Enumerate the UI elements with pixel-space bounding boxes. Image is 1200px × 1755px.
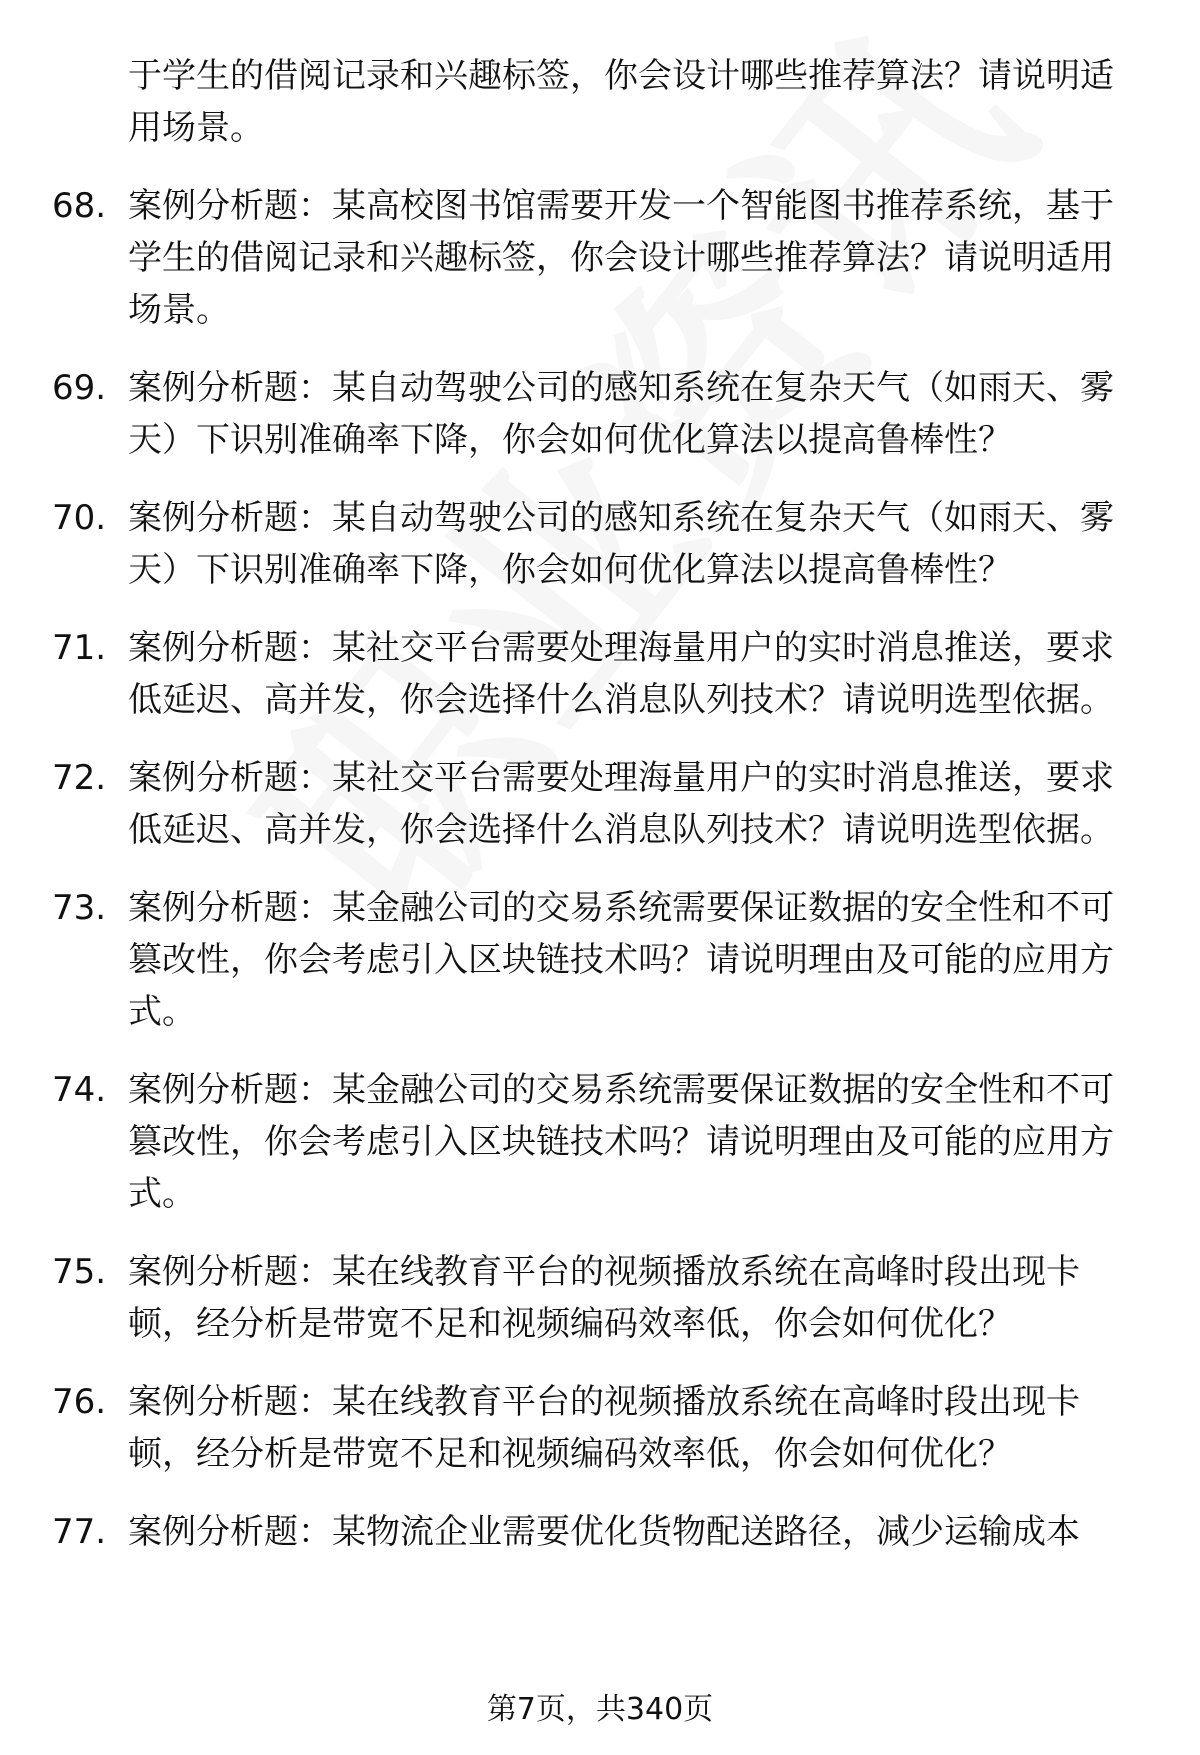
question-number: 75. xyxy=(52,1252,107,1292)
list-item xyxy=(0,180,1200,336)
question-text: 案例分析题：某自动驾驶公司的感知系统在复杂天气（如雨天、雾天）下识别准确率下降，你会如何优化算法以提高鲁棒性？ xyxy=(128,368,1114,460)
question-number: 74. xyxy=(52,1070,107,1110)
list-item xyxy=(0,1246,1200,1350)
question-number: 70. xyxy=(52,498,107,538)
question-text: 于学生的借阅记录和兴趣标签，你会设计哪些推荐算法？请说明适用场景。 xyxy=(128,56,1114,148)
question-number: 72. xyxy=(52,758,107,798)
question-text: 案例分析题：某在线教育平台的视频播放系统在高峰时段出现卡顿，经分析是带宽不足和视频编码效率低，你会如何优化？ xyxy=(128,1382,1080,1474)
list-item xyxy=(0,622,1200,726)
question-text: 案例分析题：某在线教育平台的视频播放系统在高峰时段出现卡顿，经分析是带宽不足和视频编码效率低，你会如何优化？ xyxy=(128,1252,1080,1344)
list-item xyxy=(0,1064,1200,1220)
list-item xyxy=(0,882,1200,1038)
question-number: 69. xyxy=(52,368,107,408)
list-item-continuation xyxy=(0,50,1200,154)
question-text: 案例分析题：某金融公司的交易系统需要保证数据的安全性和不可篡改性，你会考虑引入区块链技术吗？请说明理由及可能的应用方式。 xyxy=(128,888,1114,1032)
question-list xyxy=(0,50,1200,1584)
question-text: 案例分析题：某物流企业需要优化货物配送路径，减少运输成本 xyxy=(128,1512,1080,1552)
question-text: 案例分析题：某自动驾驶公司的感知系统在复杂天气（如雨天、雾天）下识别准确率下降，你会如何优化算法以提高鲁棒性？ xyxy=(128,498,1114,590)
list-item xyxy=(0,1376,1200,1480)
question-number: 71. xyxy=(52,628,107,668)
question-text: 案例分析题：某金融公司的交易系统需要保证数据的安全性和不可篡改性，你会考虑引入区块链技术吗？请说明理由及可能的应用方式。 xyxy=(128,1070,1114,1214)
list-item xyxy=(0,752,1200,856)
question-number: 68. xyxy=(52,186,107,226)
list-item xyxy=(0,1506,1200,1558)
question-number: 73. xyxy=(52,888,107,928)
question-number: 77. xyxy=(52,1512,107,1552)
list-item xyxy=(0,362,1200,466)
page-footer: 第7页，共340页 xyxy=(486,1692,714,1727)
question-text: 案例分析题：某社交平台需要处理海量用户的实时消息推送，要求低延迟、高并发，你会选择什么消息队列技术？请说明选型依据。 xyxy=(128,758,1114,850)
question-text: 案例分析题：某高校图书馆需要开发一个智能图书推荐系统，基于学生的借阅记录和兴趣标签，你会设计哪些推荐算法？请说明适用场景。 xyxy=(128,186,1114,330)
question-number: 76. xyxy=(52,1382,107,1422)
list-item xyxy=(0,492,1200,596)
question-text: 案例分析题：某社交平台需要处理海量用户的实时消息推送，要求低延迟、高并发，你会选择什么消息队列技术？请说明选型依据。 xyxy=(128,628,1114,720)
